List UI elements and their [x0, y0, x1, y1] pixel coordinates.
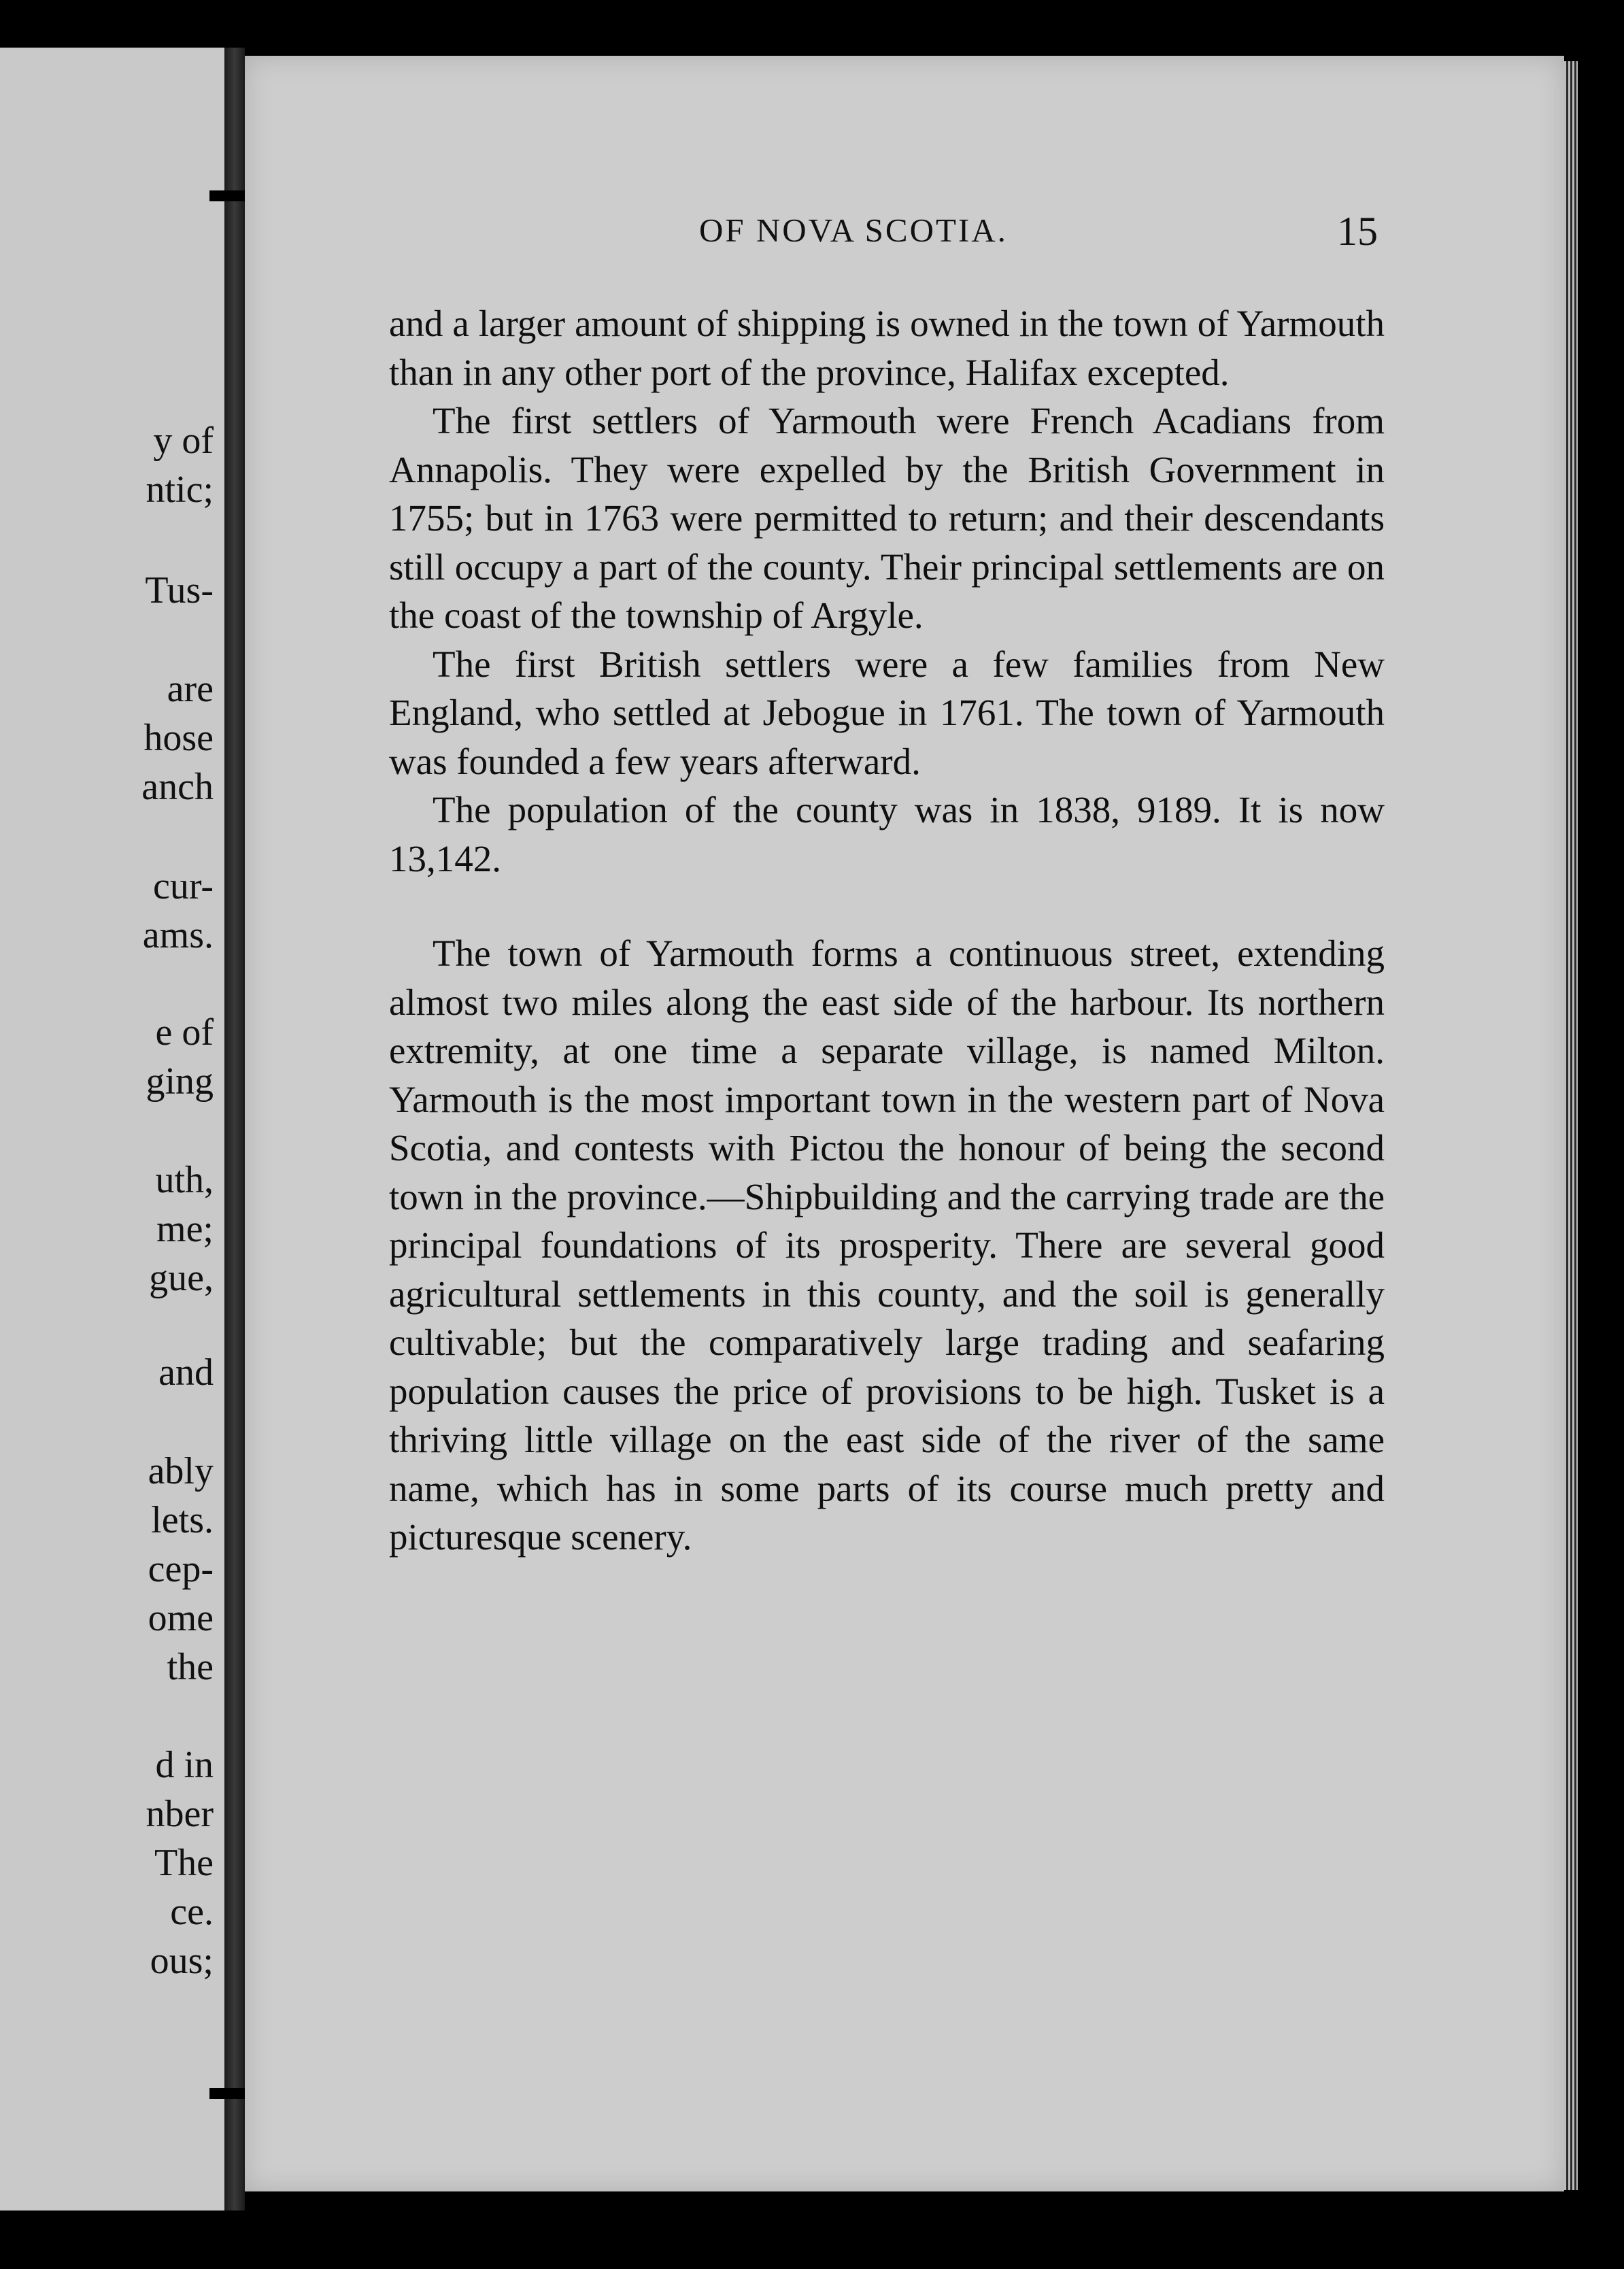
facing-page-fragment: ous;: [150, 1940, 214, 1982]
facing-page-fragment: ging: [146, 1060, 214, 1103]
facing-page-fragment: ams.: [142, 914, 214, 956]
facing-page-fragment: y of: [153, 420, 214, 462]
page-number: 15: [1337, 209, 1378, 254]
facing-page-fragment: the: [167, 1646, 214, 1688]
facing-page-fragment: ably: [148, 1450, 214, 1492]
facing-page-fragment: ntic;: [146, 469, 214, 511]
facing-page-fragment: d in: [155, 1744, 214, 1786]
running-head: OF NOVA SCOTIA.: [699, 212, 1008, 249]
facing-page-fragment: and: [158, 1351, 214, 1394]
facing-page-fragment: hose: [143, 717, 214, 759]
facing-page-fragment: anch: [141, 766, 214, 808]
paragraph: The town of Yarmouth forms a continuous street, extending almost two miles along the east side of the harbour. Its northern extremity, at one time a separate village, is named Milton. Yarmouth is the most important town in the western part of Nova Scotia, and contests with Pictou the honour of being the second town in the province.—Shipbuilding and the carrying trade are the principal foundations of its prosperity. There are several good agricultural settlements in this county, and the soil is generally cultivable; but the comparatively large trading and seafaring population causes the price of provisions to be high. Tusket is a thriving little village on the east side of the river of the same name, which has in some parts of its course much pretty and picturesque scenery.: [389, 932, 1385, 1558]
facing-page-fragment: uth,: [155, 1159, 214, 1201]
facing-page-strip: [0, 48, 224, 2211]
paragraph: The population of the county was in 1838, 9189. It is now 13,142.: [389, 789, 1385, 879]
facing-page-fragment: The: [154, 1842, 214, 1884]
facing-page-fragment: cep-: [148, 1548, 214, 1590]
paragraph: The first settlers of Yarmouth were French Acadians from Annapolis. They were expelled by the British Government in 1755; but in 1763 were permitted to return; and their descendants still occupy a part of the county. Their principal settlements are on the coast of the township of Argyle.: [389, 400, 1385, 636]
body-text: [389, 299, 1385, 1562]
binding-stitch: [209, 2088, 250, 2099]
facing-page-fragment: are: [167, 668, 214, 710]
facing-page-fragment: me;: [156, 1208, 214, 1250]
facing-page-fragment: Tus-: [145, 569, 214, 611]
paragraph: and a larger amount of shipping is owned in the town of Yarmouth than in any other port of the province, Halifax excepted.: [389, 303, 1385, 393]
facing-page-fragment: e of: [155, 1011, 214, 1054]
facing-page-fragment: lets.: [151, 1499, 214, 1541]
facing-page-fragment: ome: [148, 1597, 214, 1639]
binding-stitch: [209, 190, 250, 201]
facing-page-fragment: gue,: [149, 1257, 214, 1299]
paragraph: The first British settlers were a few families from New England, who settled at Jebogue in 1761. The town of Yarmouth was founded a few years afterward.: [389, 643, 1385, 782]
facing-page-fragment: nber: [146, 1793, 214, 1835]
facing-page-fragment: ce.: [170, 1891, 214, 1933]
facing-page-fragment: cur-: [152, 865, 214, 907]
page-edge: [1564, 61, 1578, 2190]
book-gutter: [224, 48, 245, 2211]
